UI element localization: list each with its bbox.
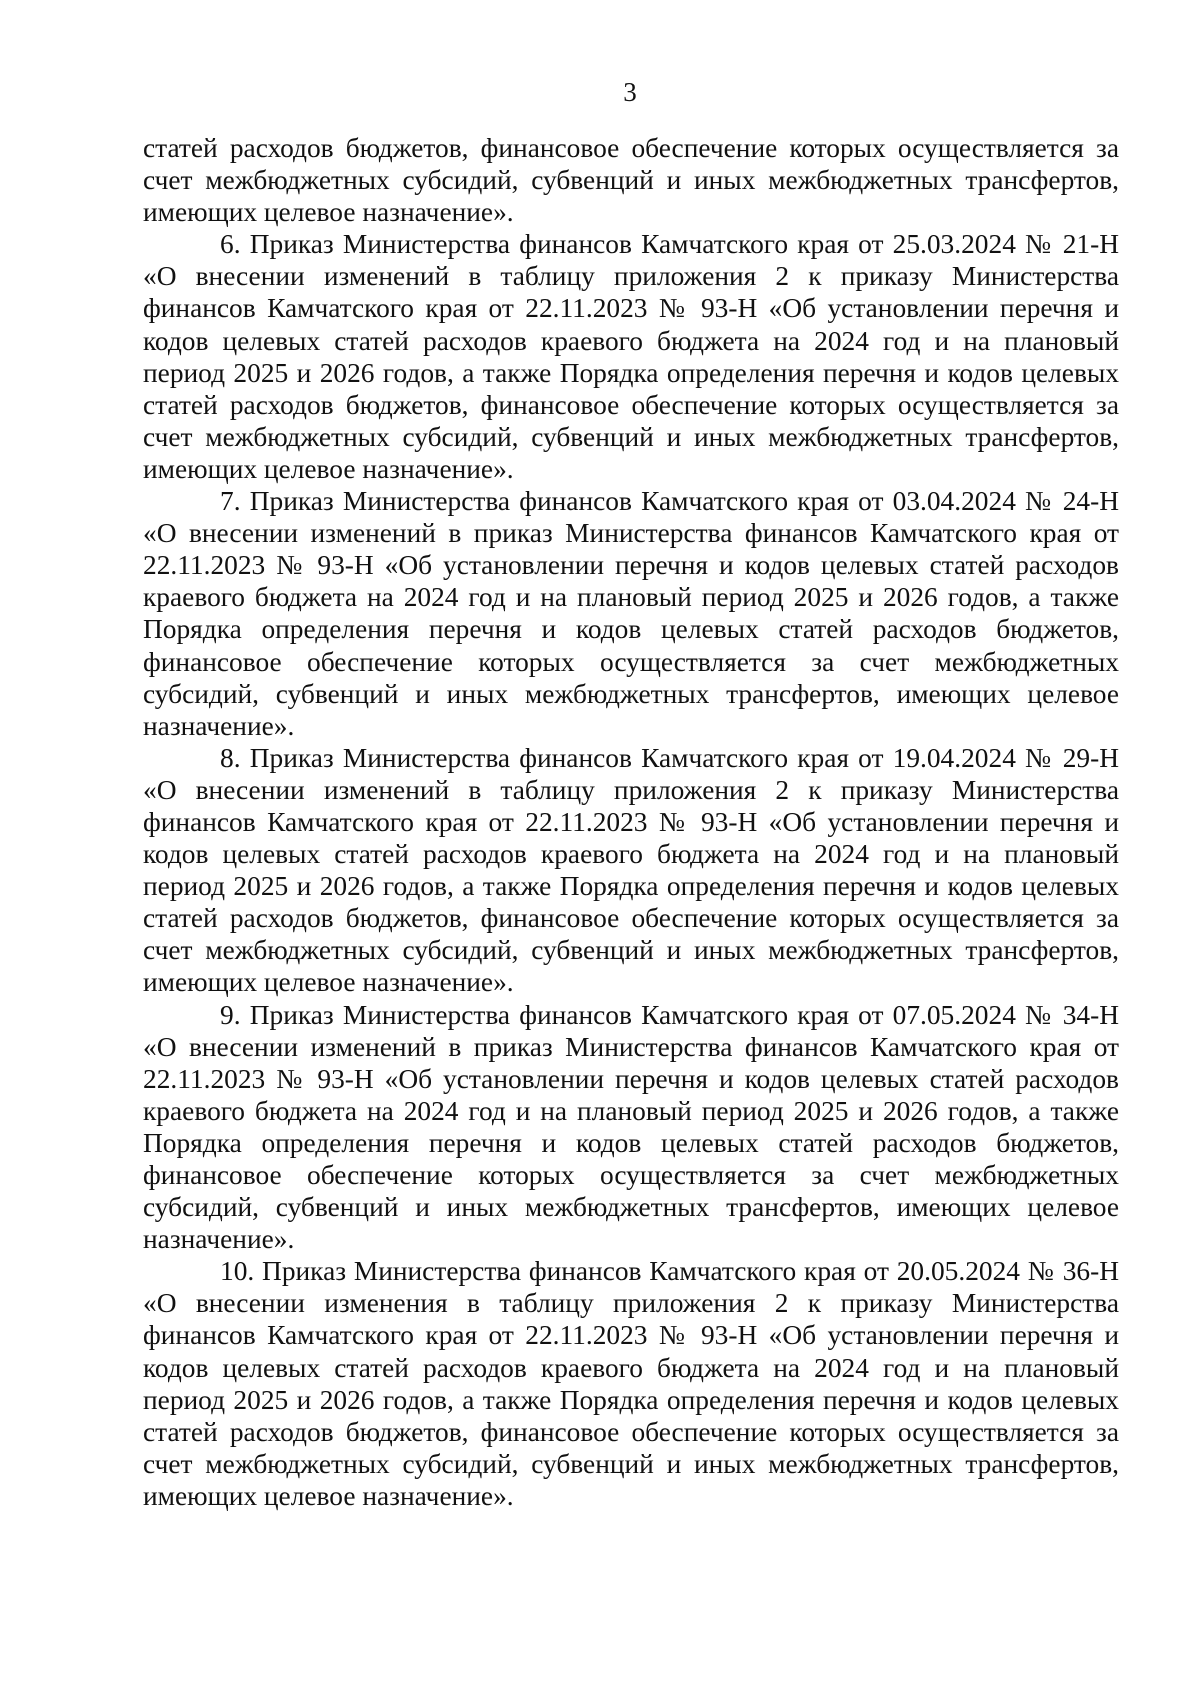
paragraph-item-8: 8. Приказ Министерства финансов Камчатского края от 19.04.2024 № 29-Н «О внесении изменений в таблицу приложения 2 к приказу Министерства финансов Камчатского края от 22.11.2023 № 93-Н «Об установлении перечня и кодов целевых статей расходов краевого бюджета на 2024 год и на плановый период 2025 и 2026 годов, а также Порядка определения перечня и кодов целевых статей расходов бюджетов, финансовое обеспечение которых осуществляется за счет межбюджетных субсидий, субвенций и иных межбюджетных трансфертов, имеющих целевое назначение». xyxy=(143,742,1119,998)
paragraph-item-9: 9. Приказ Министерства финансов Камчатского края от 07.05.2024 № 34-Н «О внесении изменений в приказ Министерства финансов Камчатского края от 22.11.2023 № 93-Н «Об установлении перечня и кодов целевых статей расходов краевого бюджета на 2024 год и на плановый период 2025 и 2026 годов, а также Порядка определения перечня и кодов целевых статей расходов бюджетов, финансовое обеспечение которых осуществляется за счет межбюджетных субсидий, субвенций и иных межбюджетных трансфертов, имеющих целевое назначение». xyxy=(143,999,1119,1255)
paragraph-item-10: 10. Приказ Министерства финансов Камчатского края от 20.05.2024 № 36-Н «О внесении изменения в таблицу приложения 2 к приказу Министерства финансов Камчатского края от 22.11.2023 № 93-Н «Об установлении перечня и кодов целевых статей расходов краевого бюджета на 2024 год и на плановый период 2025 и 2026 годов, а также Порядка определения перечня и кодов целевых статей расходов бюджетов, финансовое обеспечение которых осуществляется за счет межбюджетных субсидий, субвенций и иных межбюджетных трансфертов, имеющих целевое назначение». xyxy=(143,1256,1119,1511)
document-body xyxy=(143,132,1119,1512)
paragraph-item-6: 6. Приказ Министерства финансов Камчатского края от 25.03.2024 № 21-Н «О внесении изменений в таблицу приложения 2 к приказу Министерства финансов Камчатского края от 22.11.2023 № 93-Н «Об установлении перечня и кодов целевых статей расходов краевого бюджета на 2024 год и на плановый период 2025 и 2026 годов, а также Порядка определения перечня и кодов целевых статей расходов бюджетов, финансовое обеспечение которых осуществляется за счет межбюджетных субсидий, субвенций и иных межбюджетных трансфертов, имеющих целевое назначение». xyxy=(143,229,1119,484)
paragraph-item-7: 7. Приказ Министерства финансов Камчатского края от 03.04.2024 № 24-Н «О внесении изменений в приказ Министерства финансов Камчатского края от 22.11.2023 № 93-Н «Об установлении перечня и кодов целевых статей расходов краевого бюджета на 2024 год и на плановый период 2025 и 2026 годов, а также Порядка определения перечня и кодов целевых статей расходов бюджетов, финансовое обеспечение которых осуществляется за счет межбюджетных субсидий, субвенций и иных межбюджетных трансфертов, имеющих целевое назначение». xyxy=(143,486,1119,741)
paragraph-continuation: статей расходов бюджетов, финансовое обеспечение которых осуществляется за счет межбюджетных субсидий, субвенций и иных межбюджетных трансфертов, имеющих целевое назначение». xyxy=(143,133,1119,228)
page-number: 3 xyxy=(623,77,637,107)
